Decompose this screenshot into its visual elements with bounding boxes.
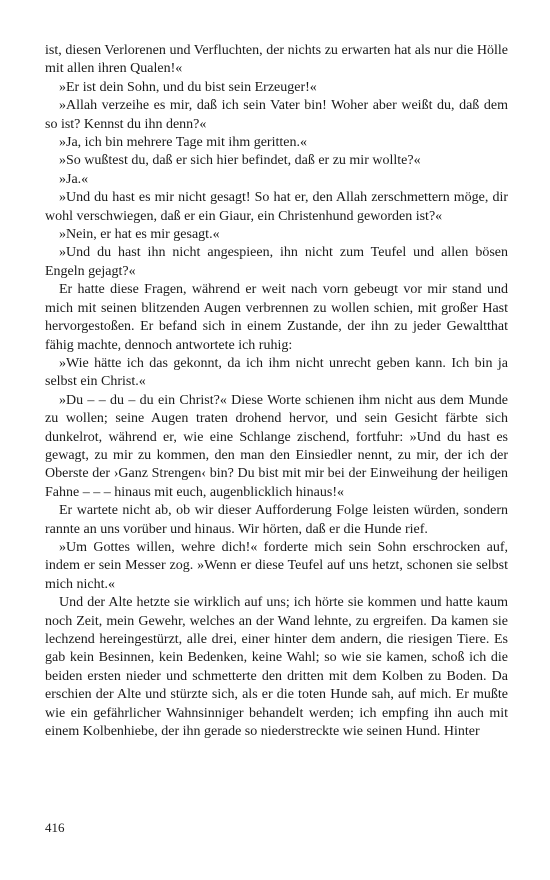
page-text-block bbox=[45, 42, 508, 741]
paragraph: Und der Alte hetzte sie wirklich auf uns; ich hörte sie kommen und hatte kaum noch Zeit, mein Gewehr, welches an der Wand lehnte, zu ergreifen. Da kamen sie lechzend hereingestürzt, alle drei, einer hinter dem andern, die riesigen Tiere. Es gab kein Besinnen, kein Bedenken, keine Wahl; so wie sie kamen, schoß ich die beiden ersten nieder und schmetterte den dritten mit dem Kolben zu Boden. Da erschien der Alte und stürzte sich, als er die toten Hunde sah, auf mich. Er mußte wie ein gefährlicher Wahnsinniger behandelt werden; ich empfing ihn auch mit einem Kolbenhiebe, der ihn gerade so niederstreckte wie seinen Hund. Hinter bbox=[45, 595, 508, 740]
paragraph: »Nein, er hat es mir gesagt.« bbox=[59, 227, 220, 243]
paragraph: Er wartete nicht ab, ob wir dieser Aufforderung Folge leisten würden, sondern rannte an uns vorüber und hinaus. Wir hörten, daß er die Hunde rief. bbox=[45, 503, 508, 537]
paragraph: »Und du hast es mir nicht gesagt! So hat er, den Allah zerschmettern möge, dir wohl verschwiegen, daß er ein Giaur, ein Christenhund geworden ist?« bbox=[45, 190, 508, 224]
paragraph: »Wie hätte ich das gekonnt, da ich ihm nicht unrecht geben kann. Ich bin ja selbst ein Christ.« bbox=[45, 355, 508, 390]
page-number: 416 bbox=[45, 820, 65, 835]
paragraph: »So wußtest du, daß er sich hier befindet, daß er zu mir wollte?« bbox=[59, 153, 421, 169]
paragraph: ist, diesen Verlorenen und Verfluchten, der nichts zu erwarten hat als nur die Hölle mit allen ihren Qualen!« bbox=[45, 43, 508, 77]
paragraph: »Er ist dein Sohn, und du bist sein Erzeuger!« bbox=[59, 79, 317, 95]
paragraph: »Ja.« bbox=[59, 171, 89, 187]
paragraph: »Und du hast ihn nicht angespieen, ihn nicht zum Teufel und allen bösen Engeln gejagt?« bbox=[45, 245, 508, 279]
paragraph: »Um Gottes willen, wehre dich!« forderte mich sein Sohn erschrocken auf, indem er sein Messer zog. »Wenn er diese Teufel auf uns hetzt, schonen sie selbst mich nicht.« bbox=[45, 539, 508, 592]
paragraph: »Allah verzeihe es mir, daß ich sein Vater bin! Woher aber weißt du, daß dem so ist? Kennst du ihn denn?« bbox=[45, 98, 508, 132]
paragraph: »Ja, ich bin mehrere Tage mit ihm geritten.« bbox=[59, 135, 307, 151]
paragraph: »Du – – du – du ein Christ?« Diese Worte schienen ihm nicht aus dem Munde zu wollen; seine Augen traten drohend hervor, und sein Gesicht färbte sich dunkelrot, während er, wie eine Schlange zischend, fortfuhr: »Und du hast es gewagt, zu mir zu kommen, den man den Einsiedler nennt, zu mir, der ich der Oberste der ›Ganz Strengen‹ bin? Du bist mit mir bei der Einweihung der heiligen Fahne – – – hinaus mit euch, augenblicklich hinaus!« bbox=[45, 392, 508, 500]
paragraph: Er hatte diese Fragen, während er weit nach vorn gebeugt vor mir stand und mich mit seinen blitzenden Augen verbrennen zu wollen schien, mit großer Hast hervorgestoßen. Er befand sich in einem Zustande, der ihn zu jeder Gewaltthat fähig machte, dennoch antwortete ich ruhig: bbox=[45, 282, 508, 353]
